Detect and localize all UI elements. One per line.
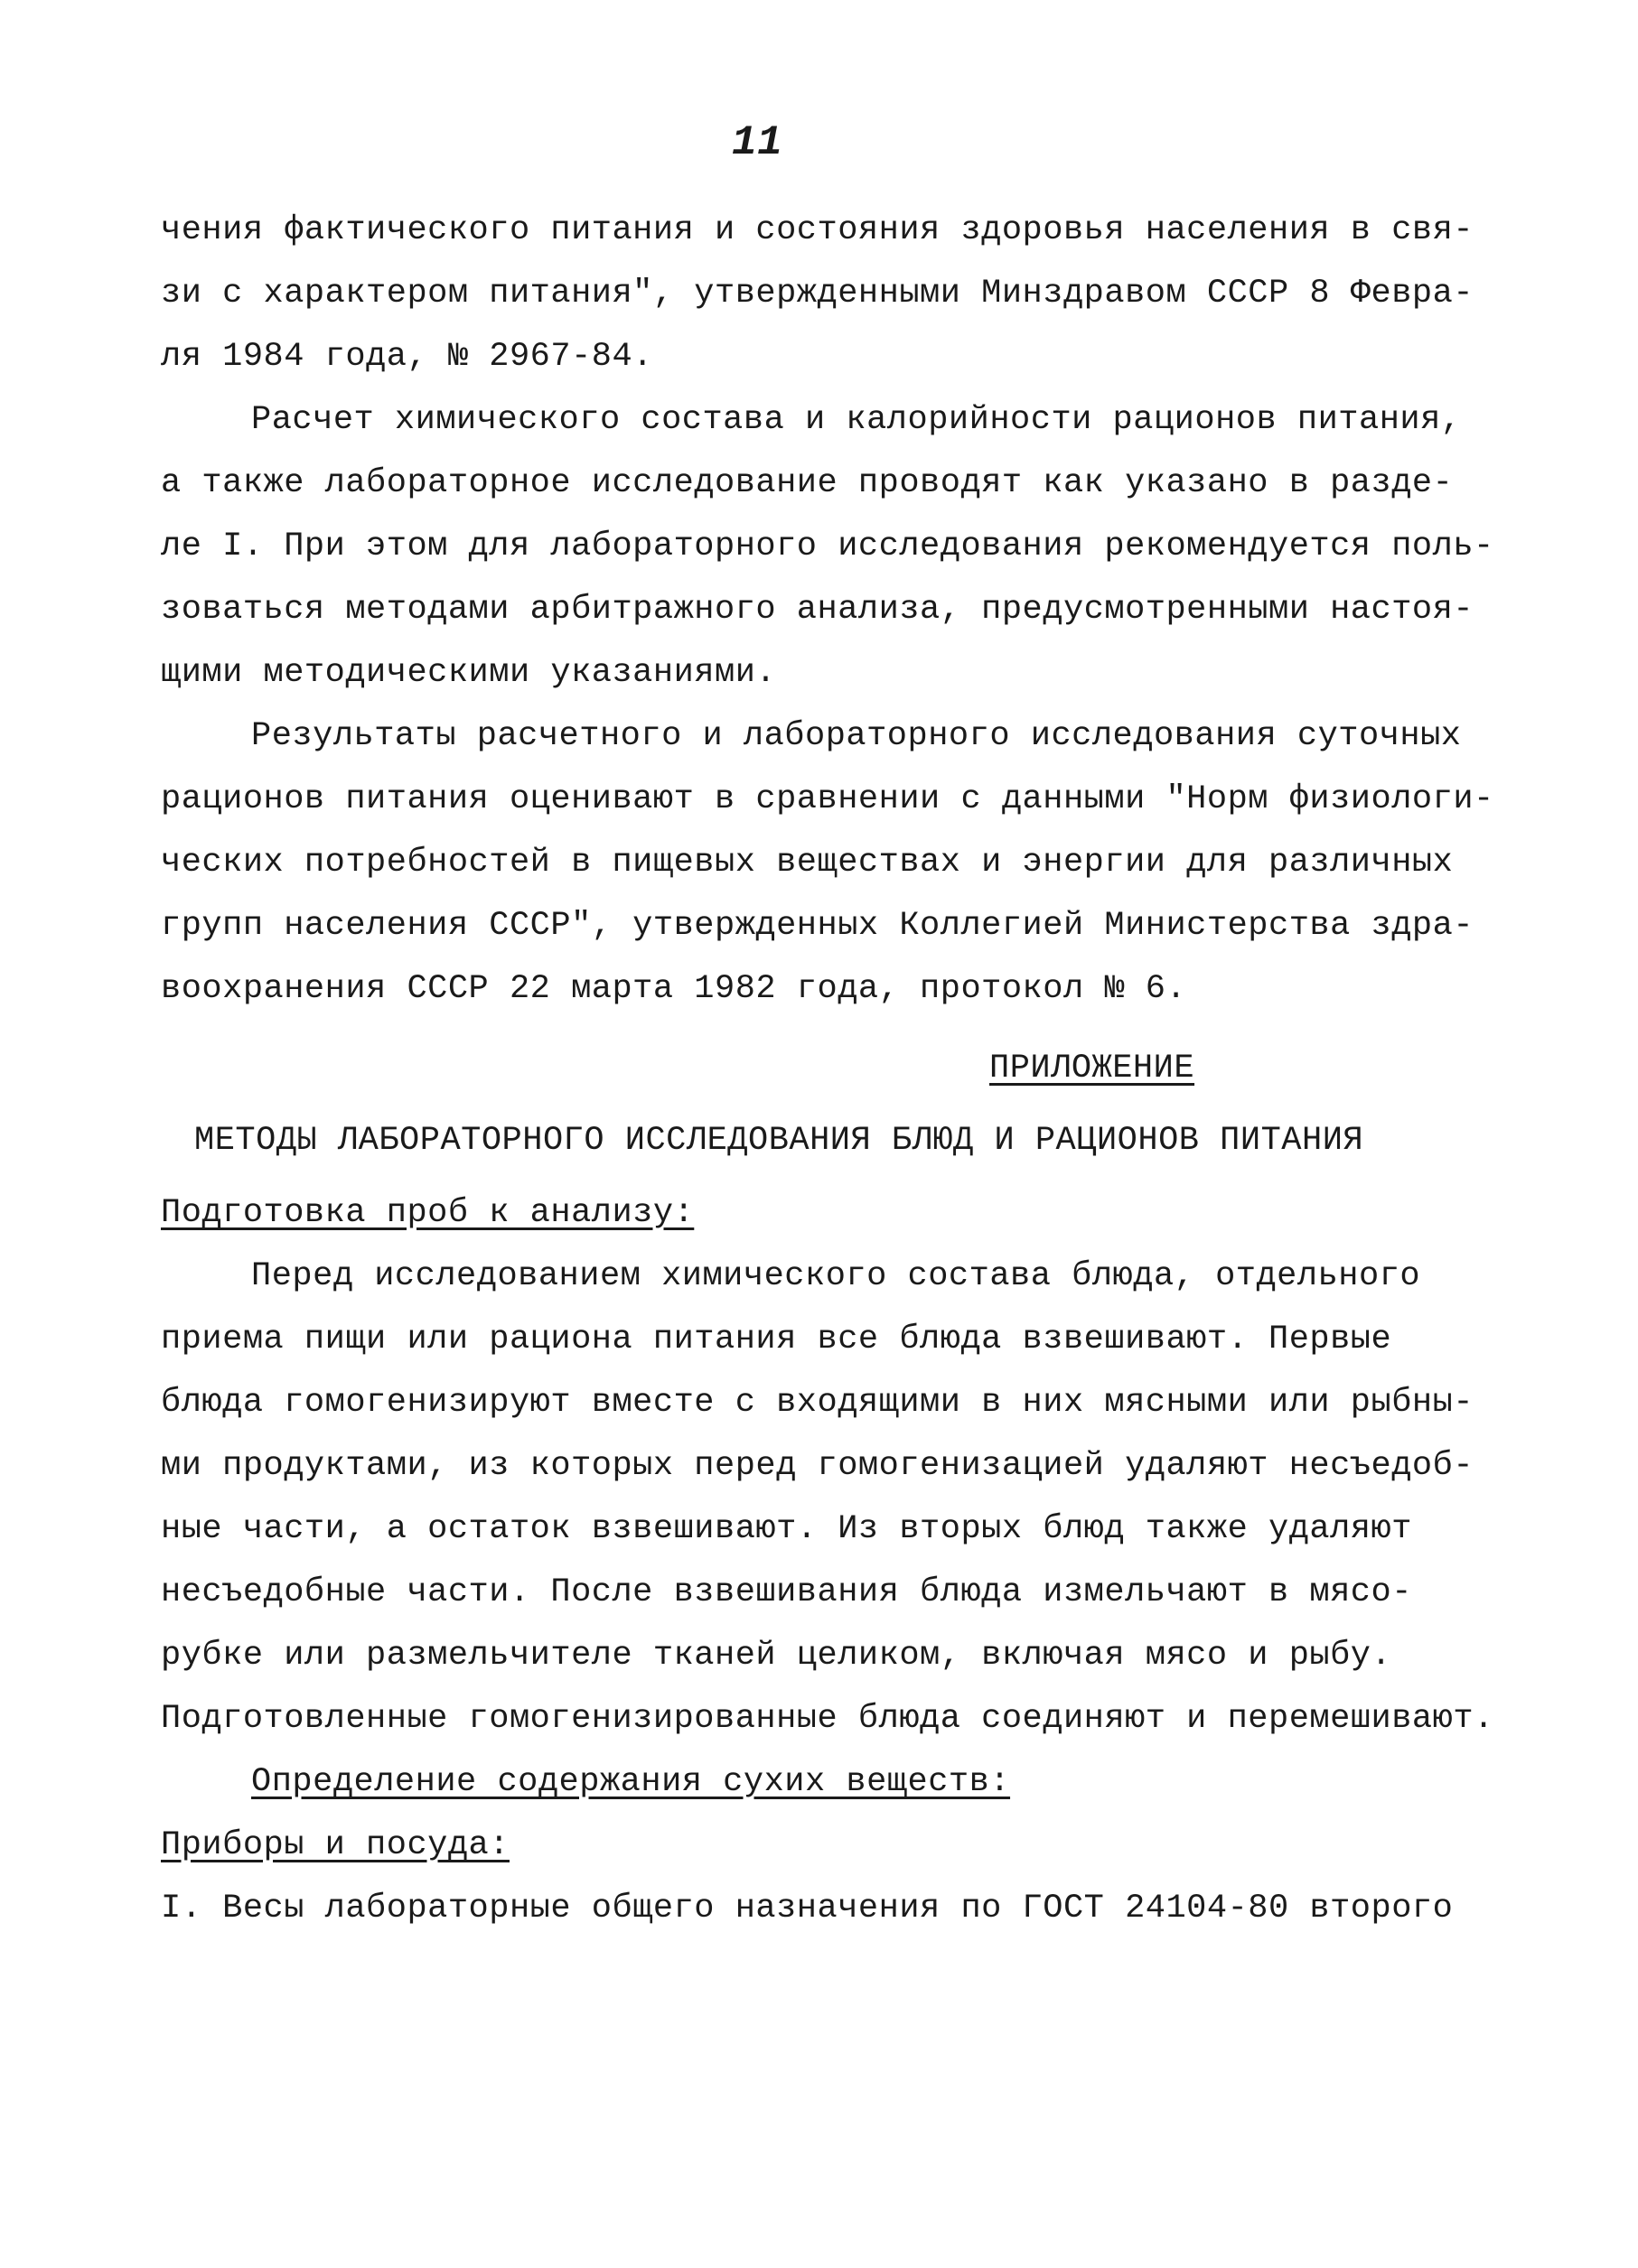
paragraph-3-line-2: рационов питания оценивают в сравнении с данными "Норм физиологи-: [161, 780, 1494, 818]
paragraph-2-line-1: Расчет химического состава и калорийности рационов питания,: [251, 401, 1462, 439]
dry-matter-heading: Определение содержания сухих веществ:: [251, 1763, 1011, 1801]
list-item-1: I. Весы лабораторные общего назначения по ГОСТ 24104-80 второго: [161, 1890, 1454, 1927]
paragraph-1-line-3: ля 1984 года, № 2967-84.: [161, 338, 653, 376]
paragraph-3-line-4: групп населения СССР", утвержденных Коллегией Министерства здра-: [161, 907, 1474, 945]
page-number: 11: [732, 119, 783, 166]
paragraph-4-line-6: несъедобные части. После взвешивания блюда измельчают в мясо-: [161, 1573, 1412, 1611]
paragraph-2-line-2: а также лабораторное исследование проводят как указано в разде-: [161, 464, 1454, 502]
paragraph-4-line-8: Подготовленные гомогенизированные блюда соединяют и перемешивают.: [161, 1700, 1494, 1738]
paragraph-2-line-5: щими методическими указаниями.: [161, 654, 777, 692]
paragraph-1-line-2: зи с характером питания", утвержденными Минздравом СССР 8 Февра-: [161, 275, 1474, 313]
sample-prep-heading: Подготовка проб к анализу:: [161, 1194, 695, 1232]
paragraph-4-line-7: рубке или размельчителе тканей целиком, включая мясо и рыбу.: [161, 1637, 1392, 1675]
paragraph-4-line-1: Перед исследованием химического состава блюда, отдельного: [251, 1257, 1421, 1295]
appendix-label: ПРИЛОЖЕНИЕ: [989, 1050, 1195, 1087]
paragraph-3-line-1: Результаты расчетного и лабораторного исследования суточных: [251, 717, 1462, 755]
paragraph-4-line-2: приема пищи или рациона питания все блюда взвешивают. Первые: [161, 1321, 1392, 1358]
appendix-title: МЕТОДЫ ЛАБОРАТОРНОГО ИССЛЕДОВАНИЯ БЛЮД И РАЦИОНОВ ПИТАНИЯ: [194, 1122, 1364, 1160]
paragraph-3-line-3: ческих потребностей в пищевых веществах и энергии для различных: [161, 844, 1454, 882]
paragraph-2-line-3: ле I. При этом для лабораторного исследования рекомендуется поль-: [161, 527, 1494, 565]
paragraph-1-line-1: чения фактического питания и состояния здоровья населения в свя-: [161, 211, 1474, 249]
paragraph-2-line-4: зоваться методами арбитражного анализа, предусмотренными настоя-: [161, 591, 1474, 629]
instruments-heading: Приборы и посуда:: [161, 1826, 510, 1864]
paragraph-3-line-5: воохранения СССР 22 марта 1982 года, протокол № 6.: [161, 970, 1187, 1008]
paragraph-4-line-4: ми продуктами, из которых перед гомогенизацией удаляют несъедоб-: [161, 1447, 1474, 1485]
paragraph-4-line-3: блюда гомогенизируют вместе с входящими в них мясными или рыбны-: [161, 1384, 1474, 1422]
paragraph-4-line-5: ные части, а остаток взвешивают. Из вторых блюд также удаляют: [161, 1510, 1412, 1548]
